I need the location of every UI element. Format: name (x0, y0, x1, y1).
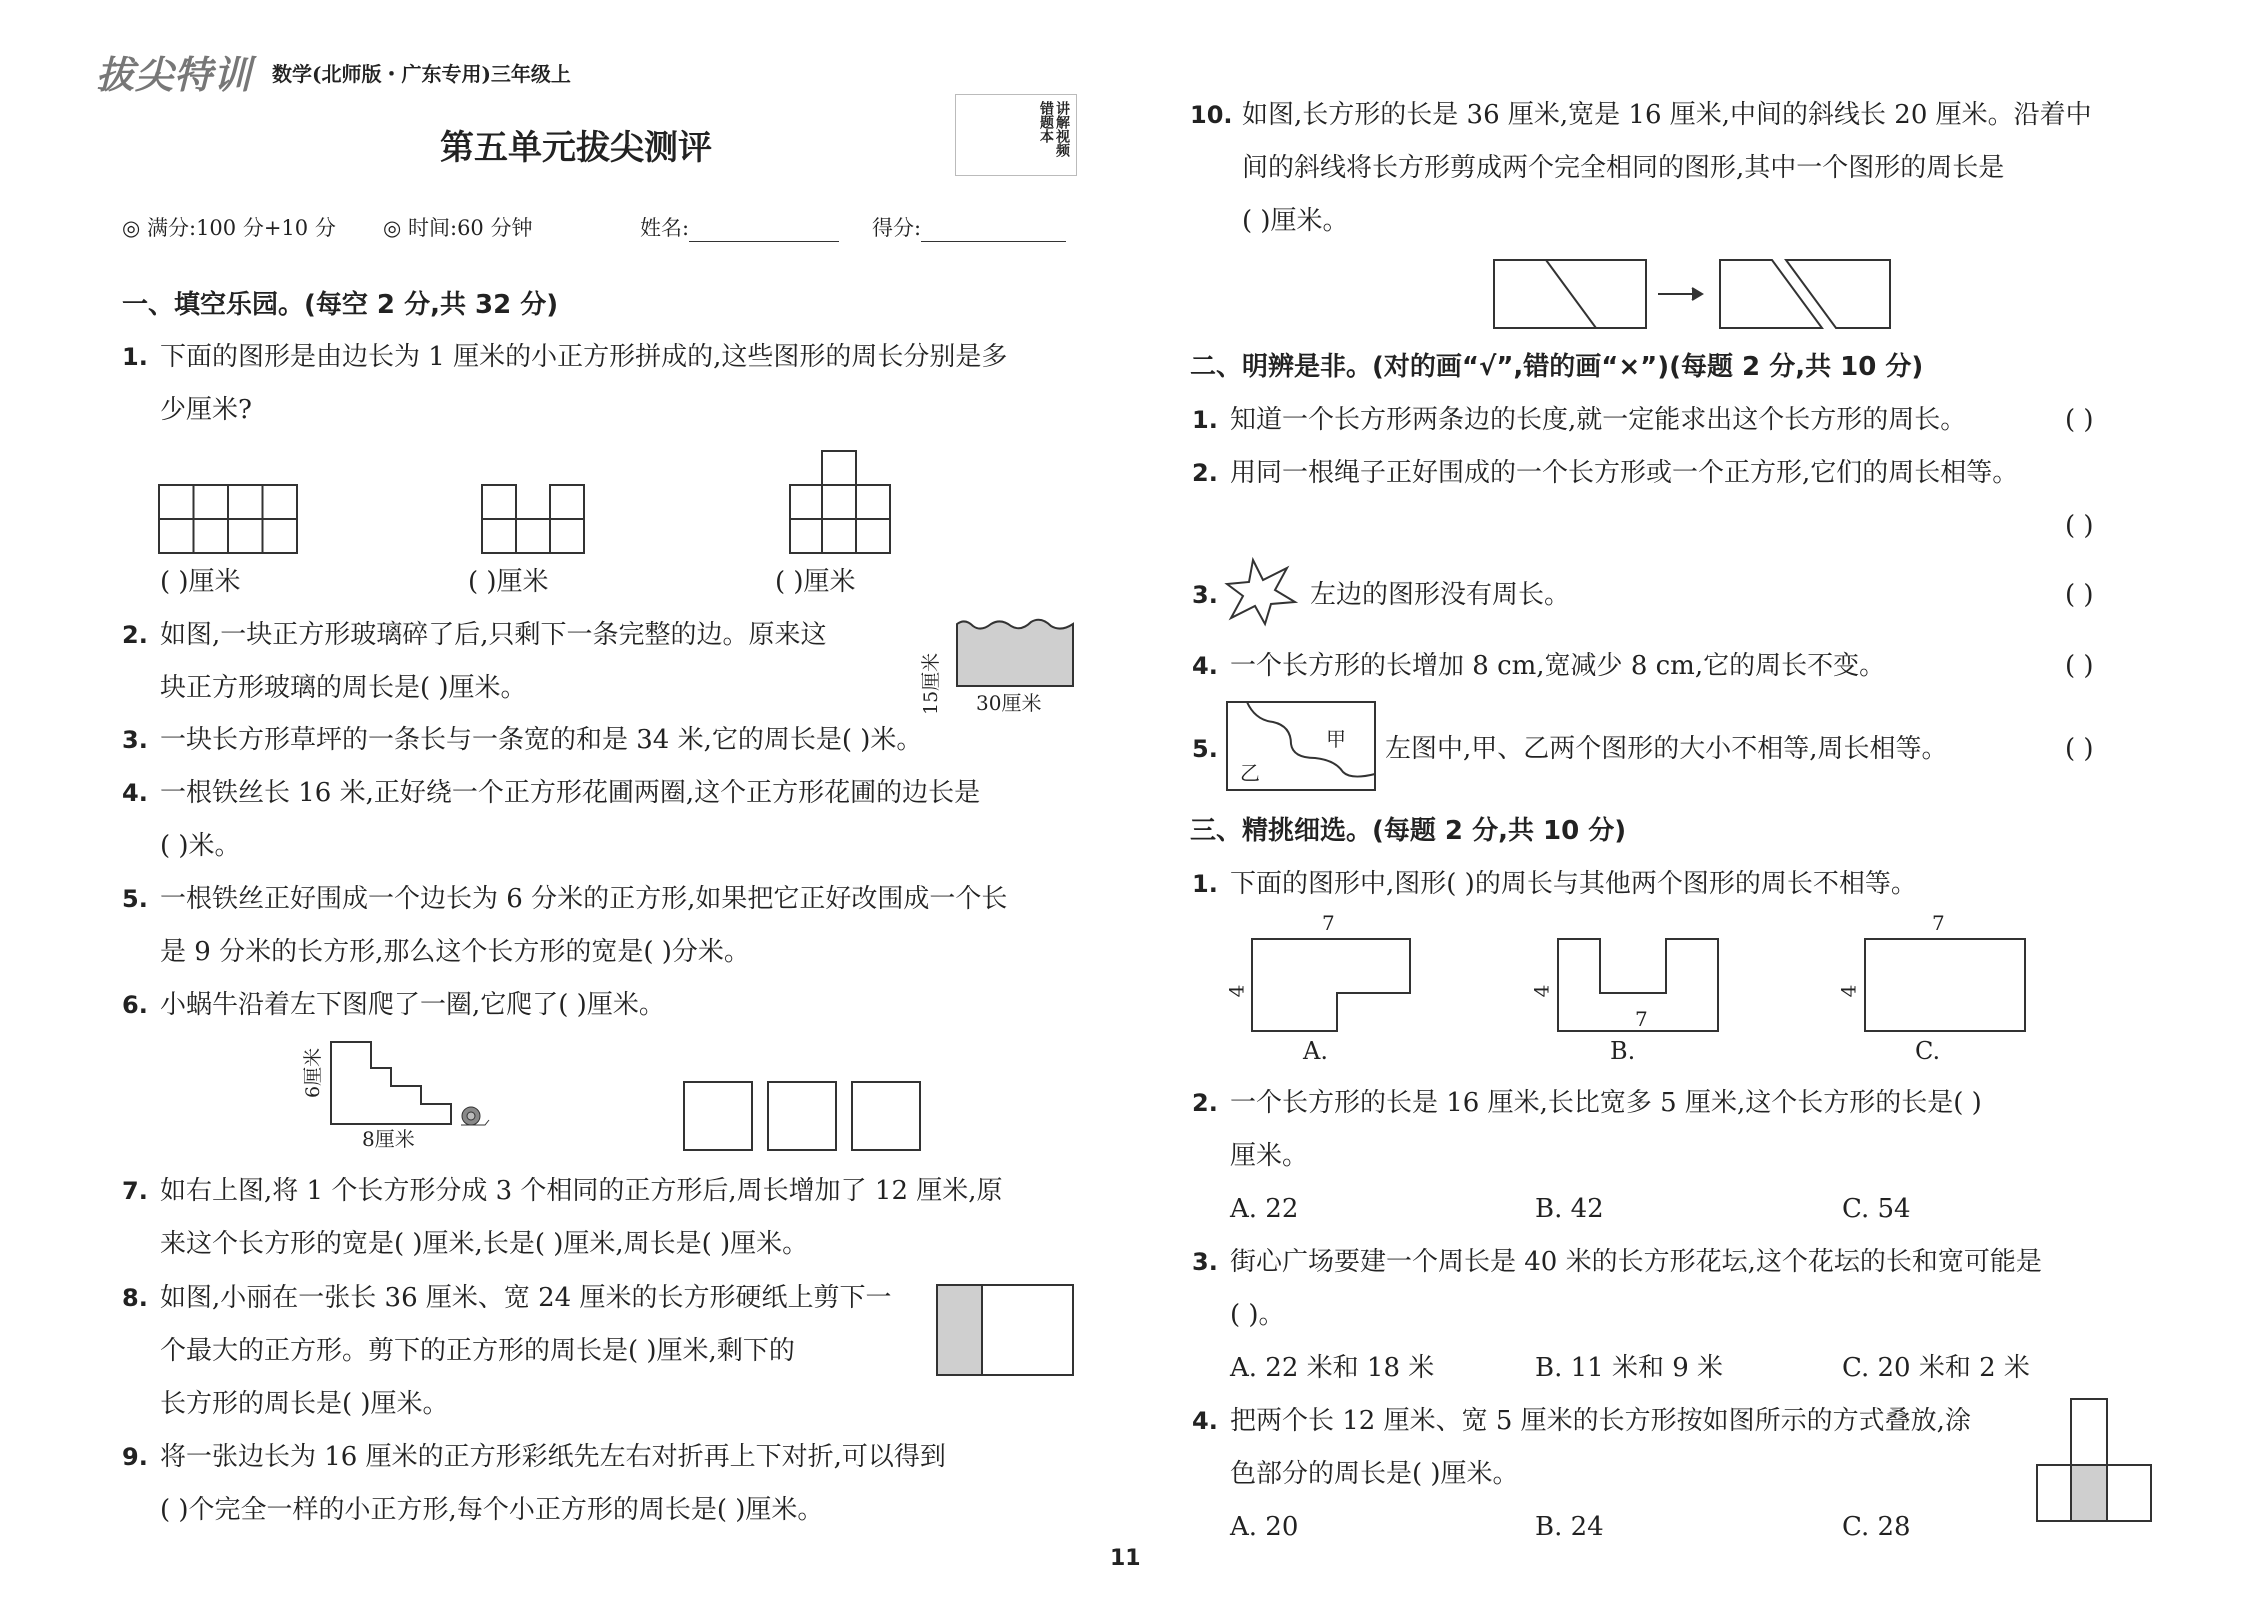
q6-number: 6. (122, 991, 148, 1019)
q1-answer-c: ( )厘米 (775, 567, 856, 597)
q4-text: 一根铁丝长 16 米,正好绕一个正方形花圃两圈,这个正方形花圃的边长是 (160, 778, 981, 808)
q7-text-2: 来这个长方形的宽是( )厘米,长是( )厘米,周长是( )厘米。 (160, 1229, 809, 1259)
q4-number: 4. (122, 779, 148, 807)
full-marks: ◎ 满分:100 分+10 分 (122, 216, 336, 240)
section3-heading: 三、精挑细选。(每题 2 分,共 10 分) (1190, 816, 1627, 846)
s2-q5-number: 5. (1192, 735, 1218, 763)
s3-q2-option-a[interactable]: A. 22 (1230, 1194, 1299, 1224)
s3-fig-c-label: C. (1915, 1037, 1941, 1065)
page-number: 11 (1110, 1546, 1141, 1571)
s3-q2-text-2: 厘米。 (1230, 1141, 1309, 1171)
book-subtitle: 数学(北师版・广东专用)三年级上 (272, 62, 571, 86)
s3-q4-option-a[interactable]: A. 20 (1230, 1512, 1299, 1542)
s2-q5-label-jia: 甲 (1326, 727, 1346, 751)
q2-side-label: 15厘米 (920, 652, 942, 715)
qr-code-box[interactable] (955, 94, 1077, 176)
q10-rectangle-cut-figure (1492, 256, 1892, 334)
s2-q3-paren[interactable]: ( ) (2065, 580, 2094, 610)
q1-figures (150, 445, 1130, 555)
section1-heading: 一、填空乐园。(每空 2 分,共 32 分) (122, 290, 559, 320)
q7-number: 7. (122, 1177, 148, 1205)
s3-q1-number: 1. (1192, 870, 1218, 898)
s3-q4-option-b[interactable]: B. 24 (1535, 1512, 1604, 1542)
q8-text-3: 长方形的周长是( )厘米。 (160, 1389, 449, 1419)
s3-q4-text-2: 色部分的周长是( )厘米。 (1230, 1459, 1519, 1489)
q2-text: 如图,一块正方形玻璃碎了后,只剩下一条完整的边。原来这 (160, 620, 827, 650)
q2-number: 2. (122, 621, 148, 649)
s2-q3-number: 3. (1192, 581, 1218, 609)
q5-text-2: 是 9 分米的长方形,那么这个长方形的宽是( )分米。 (160, 937, 750, 967)
q10-text-2: 间的斜线将长方形剪成两个完全相同的图形,其中一个图形的周长是 (1242, 153, 2005, 183)
s3-q1-shapes (1245, 935, 2065, 1035)
s3-q4-option-c[interactable]: C. 28 (1842, 1512, 1911, 1542)
q5-text: 一根铁丝正好围成一个边长为 6 分米的正方形,如果把它正好改围成一个长 (160, 884, 1008, 914)
s3-q3-text: 街心广场要建一个周长是 40 米的长方形花坛,这个花坛的长和宽可能是 (1230, 1247, 2042, 1277)
s3-q2-option-b[interactable]: B. 42 (1535, 1194, 1604, 1224)
s2-q4-text: 一个长方形的长增加 8 cm,宽减少 8 cm,它的周长不变。 (1230, 651, 1886, 681)
s3-fig-b-side: 4 (1529, 984, 1554, 998)
s2-q3-text: 左边的图形没有周长。 (1310, 580, 1571, 610)
s2-q4-paren[interactable]: ( ) (2065, 651, 2094, 681)
q6-bottom-label: 8厘米 (362, 1127, 415, 1151)
s3-fig-c-top: 7 (1932, 911, 1945, 935)
s2-q5-paren[interactable]: ( ) (2065, 734, 2094, 764)
q7-text: 如右上图,将 1 个长方形分成 3 个相同的正方形后,周长增加了 12 厘米,原 (160, 1176, 1003, 1206)
s3-fig-b-inner: 7 (1635, 1007, 1648, 1031)
s3-q4-text: 把两个长 12 厘米、宽 5 厘米的长方形按如图所示的方式叠放,涂 (1230, 1406, 1971, 1436)
s3-q4-overlap-figure (2035, 1395, 2155, 1525)
star-shape-icon (1225, 558, 1297, 626)
s3-fig-c-side: 4 (1836, 984, 1861, 998)
q1-text-2: 少厘米? (160, 395, 252, 425)
q2-bottom-label: 30厘米 (976, 691, 1042, 715)
q10-number: 10. (1190, 101, 1233, 129)
s3-q4-number: 4. (1192, 1407, 1218, 1435)
s3-fig-a-side: 4 (1224, 984, 1249, 998)
s2-q4-number: 4. (1192, 652, 1218, 680)
q1-answer-b: ( )厘米 (468, 567, 549, 597)
name-field[interactable] (640, 212, 839, 242)
section2-heading: 二、明辨是非。(对的画“√”,错的画“×”)(每题 2 分,共 10 分) (1190, 352, 1924, 382)
q9-number: 9. (122, 1443, 148, 1471)
s2-q2-paren[interactable]: ( ) (2065, 511, 2094, 541)
q2-broken-glass-figure (955, 618, 1075, 688)
q3-text: 一块长方形草坪的一条长与一条宽的和是 34 米,它的周长是( )米。 (160, 725, 923, 755)
brand-logo: 拔尖特训 (96, 53, 253, 97)
s2-q1-paren[interactable]: ( ) (2065, 405, 2094, 435)
q7-three-squares-figure (680, 1078, 920, 1158)
q8-text: 如图,小丽在一张长 36 厘米、宽 24 厘米的长方形硬纸上剪下一 (160, 1283, 892, 1313)
q6-side-label: 6厘米 (302, 1047, 324, 1098)
name-label: 姓名: (640, 216, 690, 240)
s3-q3-text-2: ( )。 (1230, 1300, 1285, 1330)
q8-number: 8. (122, 1284, 148, 1312)
s2-q2-number: 2. (1192, 459, 1218, 487)
s2-q1-text: 知道一个长方形两条边的长度,就一定能求出这个长方形的周长。 (1230, 405, 1967, 435)
q8-text-2: 个最大的正方形。剪下的正方形的周长是( )厘米,剩下的 (160, 1336, 795, 1366)
q1-number: 1. (122, 343, 148, 371)
q10-text: 如图,长方形的长是 36 厘米,宽是 16 厘米,中间的斜线长 20 厘米。沿着中 (1242, 100, 2092, 130)
s3-q2-number: 2. (1192, 1089, 1218, 1117)
q5-number: 5. (122, 885, 148, 913)
qr-label: 讲解视频 错题本 (1038, 101, 1070, 157)
s3-fig-b-label: B. (1610, 1037, 1636, 1065)
q8-cardboard-figure (935, 1283, 1075, 1378)
s2-q1-number: 1. (1192, 406, 1218, 434)
s2-q2-text: 用同一根绳子正好围成的一个长方形或一个正方形,它们的周长相等。 (1230, 458, 2019, 488)
s3-fig-a-top: 7 (1322, 911, 1335, 935)
q10-text-3: ( )厘米。 (1242, 206, 1349, 236)
q9-text: 将一张边长为 16 厘米的正方形彩纸先左右对折再上下对折,可以得到 (160, 1442, 946, 1472)
s3-q3-number: 3. (1192, 1248, 1218, 1276)
s3-q3-option-a[interactable]: A. 22 米和 18 米 (1230, 1353, 1435, 1383)
q3-number: 3. (122, 726, 148, 754)
score-field[interactable] (872, 212, 1066, 242)
q1-answer-a: ( )厘米 (160, 567, 241, 597)
s3-q2-option-c[interactable]: C. 54 (1842, 1194, 1911, 1224)
q4-text-2: ( )米。 (160, 831, 241, 861)
q9-text-2: ( )个完全一样的小正方形,每个小正方形的周长是( )厘米。 (160, 1495, 824, 1525)
q1-text: 下面的图形是由边长为 1 厘米的小正方形拼成的,这些图形的周长分别是多 (160, 342, 1008, 372)
s3-fig-a-label: A. (1303, 1037, 1328, 1065)
q6-text: 小蜗牛沿着左下图爬了一圈,它爬了( )厘米。 (160, 990, 665, 1020)
score-label: 得分: (872, 216, 922, 240)
s3-q1-text: 下面的图形中,图形( )的周长与其他两个图形的周长不相等。 (1230, 869, 1917, 899)
page-title: 第五单元拔尖测评 (440, 128, 712, 168)
s2-q5-text: 左图中,甲、乙两个图形的大小不相等,周长相等。 (1385, 734, 1948, 764)
s3-q3-option-b[interactable]: B. 11 米和 9 米 (1535, 1353, 1724, 1383)
s2-q5-label-yi: 乙 (1240, 761, 1260, 785)
time-limit: ◎ 时间:60 分钟 (383, 216, 533, 240)
s3-q2-text: 一个长方形的长是 16 厘米,长比宽多 5 厘米,这个长方形的长是( ) (1230, 1088, 1982, 1118)
q6-staircase-figure (325, 1038, 505, 1128)
q2-text-2: 块正方形玻璃的周长是( )厘米。 (160, 673, 527, 703)
s3-q3-option-c[interactable]: C. 20 米和 2 米 (1842, 1353, 2030, 1383)
snail-icon (461, 1107, 489, 1125)
